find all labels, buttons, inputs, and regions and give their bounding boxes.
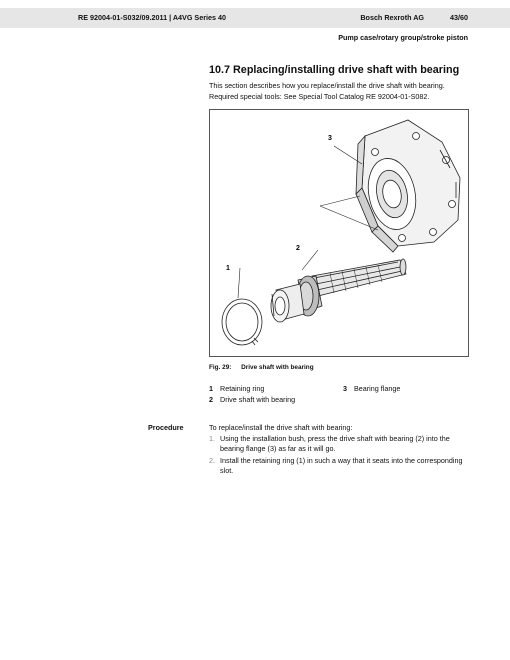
step-line: bearing flange (3) as far as it will go. (220, 443, 336, 453)
section-title: 10.7 Replacing/installing drive shaft with bearing (209, 64, 460, 76)
step-line: slot. (220, 465, 234, 475)
callout-3: 3 (328, 135, 332, 142)
step-line: Install the retaining ring (1) in such a way that it seats into the corresponding (220, 456, 463, 465)
legend-number: 1 (209, 384, 213, 393)
legend-text: Drive shaft with bearing (220, 395, 296, 404)
company-name: Bosch Rexroth AG (360, 13, 424, 22)
legend-text: Bearing flange (354, 384, 401, 393)
legend-number: 2 (209, 395, 213, 404)
procedure-step (209, 456, 471, 475)
step-text (220, 434, 471, 453)
step-line: Using the installation bush, press the drive shaft with bearing (2) into the (220, 434, 450, 443)
figure-caption (209, 364, 314, 371)
legend-item (343, 384, 400, 393)
callout-1: 1 (226, 265, 230, 272)
procedure-step (209, 434, 471, 453)
figure-caption-text: Drive shaft with bearing (241, 364, 314, 371)
legend-text: Retaining ring (220, 384, 265, 393)
step-number: 2. (209, 456, 215, 465)
chapter-subtitle: Pump case/rotary group/stroke piston (338, 33, 468, 42)
drive-shaft-drawing (271, 259, 406, 322)
procedure-label: Procedure (148, 423, 184, 432)
procedure-intro: To replace/install the drive shaft with bearing: (209, 423, 353, 432)
callout-2: 2 (296, 245, 300, 252)
retaining-ring-drawing (222, 299, 262, 345)
drive-shaft-figure (209, 109, 469, 357)
legend-item (209, 395, 295, 404)
legend-number: 3 (343, 384, 347, 393)
section-intro (209, 81, 469, 102)
step-text (220, 456, 471, 475)
drive-shaft-illustration (210, 110, 468, 356)
page-number: 43/60 (450, 13, 468, 22)
bearing-flange-drawing (356, 120, 460, 252)
header-right (360, 13, 468, 22)
intro-line: This section describes how you replace/install the drive shaft with bearing. (209, 81, 445, 90)
step-number: 1. (209, 434, 215, 443)
figure-caption-number: Fig. 29: (209, 364, 232, 371)
document-reference: RE 92004-01-S032/09.2011 | A4VG Series 40 (78, 13, 226, 22)
intro-line: Required special tools: See Special Tool Catalog RE 92004-01-S082. (209, 91, 430, 101)
legend-item (209, 384, 264, 393)
